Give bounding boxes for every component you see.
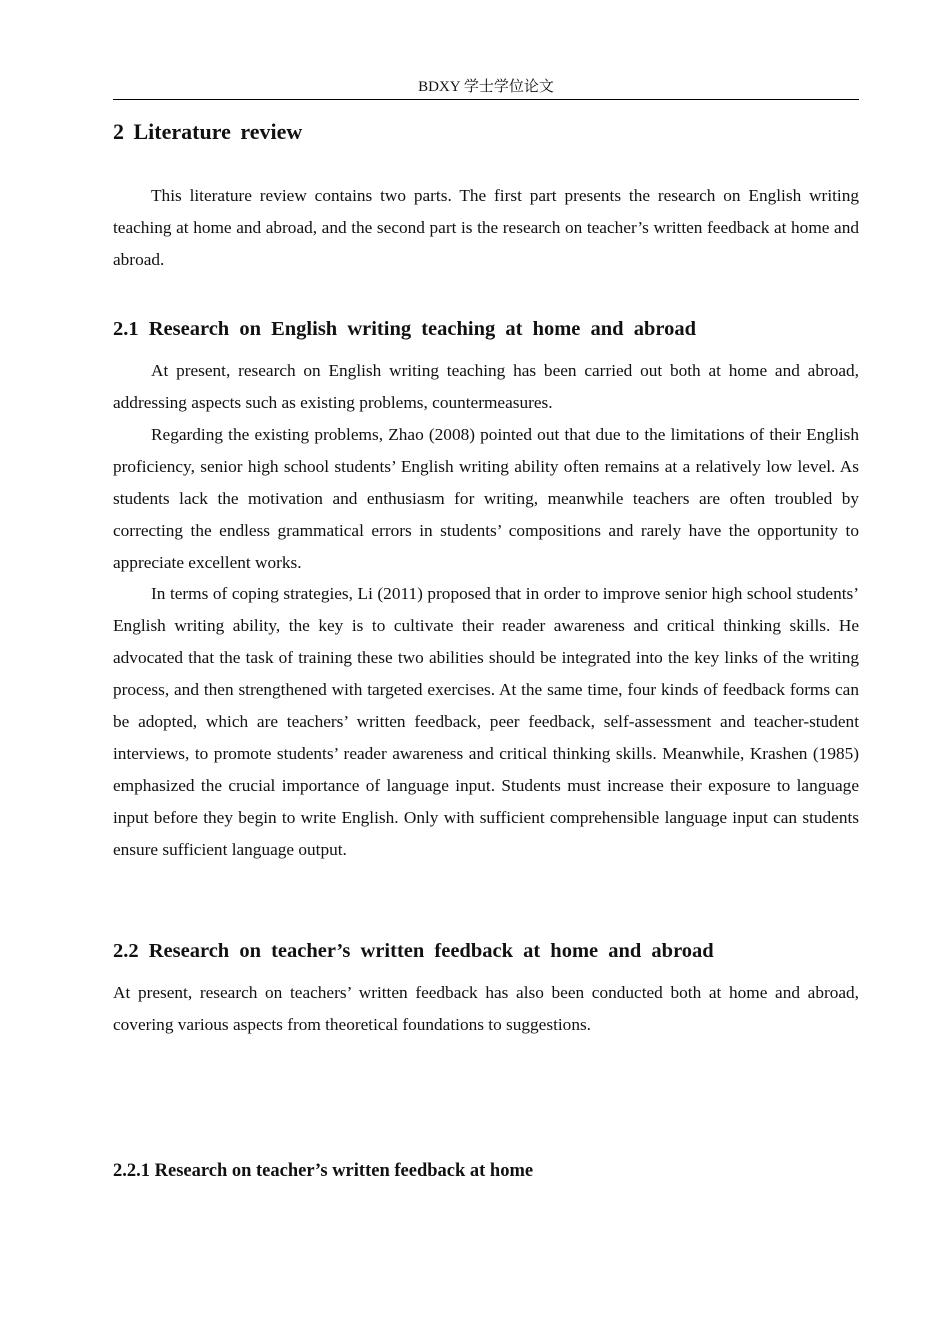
section-2-2-1-title: 2.2.1 Research on teacher’s written feedback at home [113, 1161, 534, 1181]
section-2-2-paragraph: At present, research on teachers’ written feedback has also been conducted both at home and abroad, covering various aspects from theoretical foundations to suggestions. [113, 983, 859, 1034]
section-2-2-title: 2.2 Research on teacher’s written feedback at home and abroad [113, 940, 714, 962]
chapter-title: 2 Literature review [113, 119, 303, 144]
chapter-intro-paragraph: This literature review contains two parts. The first part presents the research on English writing teaching at home and abroad, and the second part is the research on teacher’s written feedback at home and abroad. [113, 186, 859, 269]
section-2-1-title: 2.1 Research on English writing teaching at home and abroad [113, 318, 696, 340]
section-2-1-paragraph-3: In terms of coping strategies, Li (2011) proposed that in order to improve senior high school students’ English writing ability, the key is to cultivate their reader awareness and critical thinking skills. He advocated that the task of training these two abilities should be integrated into the key links of the writing process, and then strengthened with targeted exercises. At the same time, four kinds of feedback forms can be adopted, which are teachers’ written feedback, peer feedback, self-assessment and teacher-student interviews, to promote students’ reader awareness and critical thinking skills. Meanwhile, Krashen (1985) emphasized the crucial importance of language input. Students must increase their exposure to language input before they begin to write English. Only with sufficient comprehensible language input can students ensure sufficient language output. [113, 584, 859, 859]
section-2-1-paragraph-1: At present, research on English writing teaching has been carried out both at home and abroad, addressing aspects such as existing problems, countermeasures. [113, 361, 859, 412]
section-2-1-paragraph-2: Regarding the existing problems, Zhao (2008) pointed out that due to the limitations of their English proficiency, senior high school students’ English writing ability often remains at a relatively low level. As students lack the motivation and enthusiasm for writing, meanwhile teachers are often troubled by correcting the endless grammatical errors in students’ compositions and rarely have the opportunity to appreciate excellent works. [113, 425, 859, 572]
running-header: BDXY 学士学位论文 [113, 77, 859, 100]
